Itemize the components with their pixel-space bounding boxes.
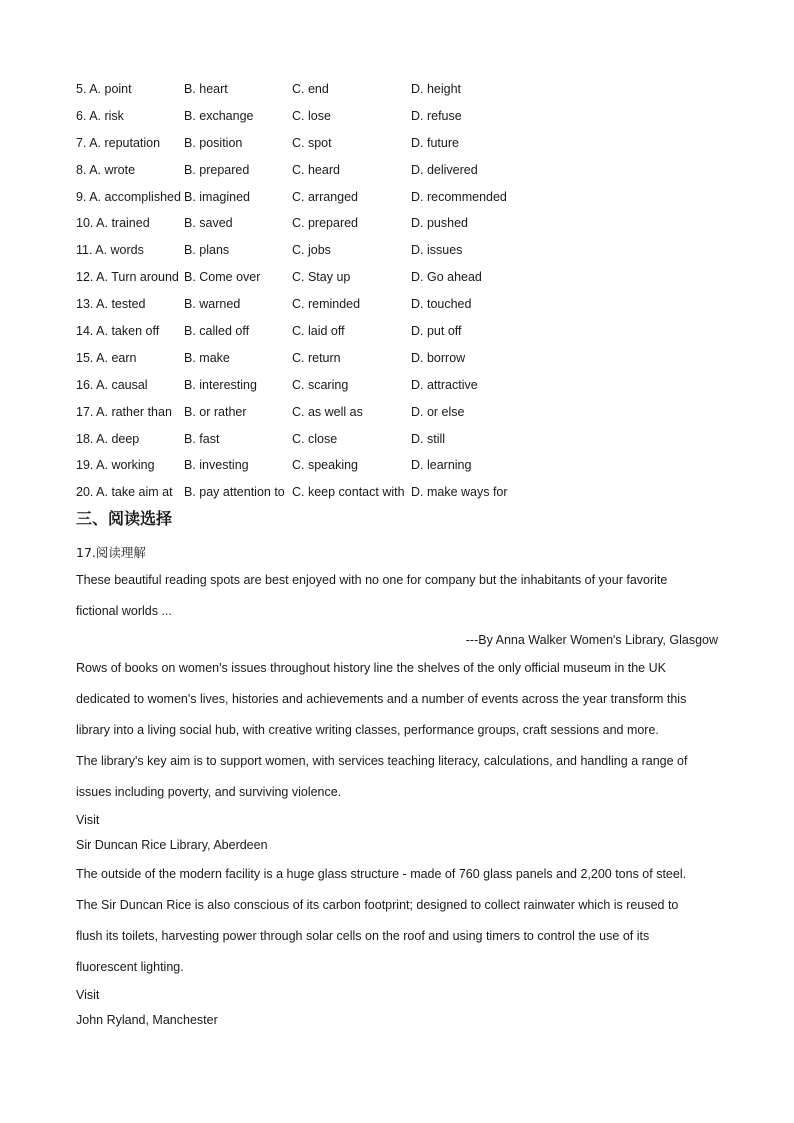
option-b: B. saved [184, 216, 233, 231]
option-a: 17. A. rather than [76, 404, 172, 419]
womens-library-paragraph [76, 653, 721, 808]
text-line: flush its toilets, harvesting power through solar cells on the roof and using timers to control the use of its [76, 929, 650, 943]
section-heading: 三、阅读选择 [76, 509, 173, 528]
option-row-17 [76, 401, 716, 428]
option-c: C. lose [292, 108, 331, 123]
option-row-11 [76, 239, 716, 266]
option-c: C. close [292, 431, 338, 446]
option-d: D. delivered [411, 162, 478, 177]
text-line: fictional worlds ... [76, 604, 172, 618]
option-b: B. imagined [184, 189, 251, 204]
option-d: D. attractive [411, 377, 478, 392]
option-b: B. position [184, 135, 243, 150]
option-b: B. plans [184, 243, 230, 258]
option-c: C. prepared [292, 216, 359, 231]
option-b: B. called off [184, 324, 250, 339]
option-row-15 [76, 347, 716, 374]
option-c: C. heard [292, 162, 340, 177]
option-a: 8. A. wrote [76, 162, 136, 177]
option-c: C. keep contact with [292, 485, 405, 500]
option-c: C. as well as [292, 404, 363, 419]
option-b: B. interesting [184, 377, 257, 392]
option-row-10 [76, 212, 716, 239]
option-a: 9. A. accomplished [76, 189, 181, 204]
option-b: B. make [184, 350, 230, 365]
option-c: C. laid off [292, 324, 345, 339]
option-b: B. exchange [184, 108, 254, 123]
option-d: D. height [411, 82, 462, 96]
option-c: C. Stay up [292, 270, 351, 285]
option-b: B. or rather [184, 404, 247, 419]
option-d: D. recommended [411, 189, 507, 204]
option-c: C. arranged [292, 189, 359, 204]
option-row-19 [76, 454, 716, 481]
option-a: 20. A. take aim at [76, 485, 173, 500]
option-d: D. touched [411, 297, 472, 312]
option-c: C. end [292, 82, 329, 96]
text-line: The outside of the modern facility is a huge glass structure - made of 760 glass panels and 2,200 tons of steel. [76, 867, 687, 881]
option-c: C. spot [292, 135, 332, 150]
option-row-16 [76, 374, 716, 401]
option-a: 18. A. deep [76, 431, 140, 446]
option-d: D. still [411, 431, 446, 446]
option-b: B. prepared [184, 162, 250, 177]
option-d: D. Go ahead [411, 270, 482, 285]
visit-label: Visit [76, 988, 100, 1002]
visit-label: Visit [76, 813, 100, 827]
option-d: D. make ways for [411, 485, 508, 500]
text-line: library into a living social hub, with creative writing classes, performance groups, craft sessions and more. [76, 723, 659, 737]
option-d: D. borrow [411, 350, 466, 365]
text-line: issues including poverty, and surviving violence. [76, 785, 342, 799]
option-a: 16. A. causal [76, 377, 148, 392]
duncan-rice-paragraph [76, 859, 721, 983]
option-a: 6. A. risk [76, 108, 124, 123]
text-line: The library's key aim is to support women, with services teaching literacy, calculations, and handling a range of [76, 754, 688, 768]
option-row-8 [76, 159, 716, 186]
option-c: C. scaring [292, 377, 349, 392]
option-c: C. speaking [292, 458, 359, 473]
option-row-9 [76, 186, 716, 213]
option-a: 10. A. trained [76, 216, 150, 231]
option-c: C. jobs [292, 243, 331, 258]
option-d: D. refuse [411, 108, 462, 123]
option-d: D. future [411, 135, 459, 150]
option-row-6 [76, 105, 716, 132]
option-d: D. pushed [411, 216, 468, 231]
option-d: D. issues [411, 243, 463, 258]
text-line: The Sir Duncan Rice is also conscious of its carbon footprint; designed to collect rainwater which is reused to [76, 898, 679, 912]
library-title: Sir Duncan Rice Library, Aberdeen [76, 838, 268, 852]
option-a: 12. A. Turn around [76, 270, 179, 285]
option-a: 11. A. words [76, 243, 144, 258]
option-c: C. reminded [292, 297, 361, 312]
intro-paragraph [76, 565, 721, 627]
text-line: Rows of books on women's issues throughout history line the shelves of the only official museum in the UK [76, 661, 666, 675]
option-row-5 [76, 78, 716, 105]
option-b: B. heart [184, 82, 228, 96]
option-d: D. learning [411, 458, 472, 473]
option-a: 13. A. tested [76, 297, 146, 312]
text-line: fluorescent lighting. [76, 960, 184, 974]
option-b: B. investing [184, 458, 249, 473]
option-c: C. return [292, 350, 341, 365]
options-list [76, 78, 716, 508]
option-a: 15. A. earn [76, 350, 137, 365]
option-b: B. warned [184, 297, 241, 312]
option-b: B. Come over [184, 270, 261, 285]
option-row-7 [76, 132, 716, 159]
option-a: 5. A. point [76, 82, 132, 96]
option-b: B. fast [184, 431, 220, 446]
option-a: 19. A. working [76, 458, 155, 473]
byline: ---By Anna Walker Women's Library, Glasgow [465, 633, 718, 647]
option-row-14 [76, 320, 716, 347]
question-label: 17.阅读理解 [76, 545, 146, 560]
option-row-13 [76, 293, 716, 320]
option-a: 14. A. taken off [76, 324, 160, 339]
text-line: These beautiful reading spots are best enjoyed with no one for company but the inhabitants of your favorite [76, 573, 668, 587]
option-row-20 [76, 481, 716, 508]
option-d: D. put off [411, 324, 462, 339]
library-title: John Ryland, Manchester [76, 1013, 218, 1027]
option-d: D. or else [411, 404, 465, 419]
option-row-12 [76, 266, 716, 293]
option-row-18 [76, 428, 716, 455]
option-a: 7. A. reputation [76, 135, 161, 150]
text-line: dedicated to women's lives, histories and achievements and a number of events across the year transform this [76, 692, 687, 706]
option-b: B. pay attention to [184, 485, 285, 500]
